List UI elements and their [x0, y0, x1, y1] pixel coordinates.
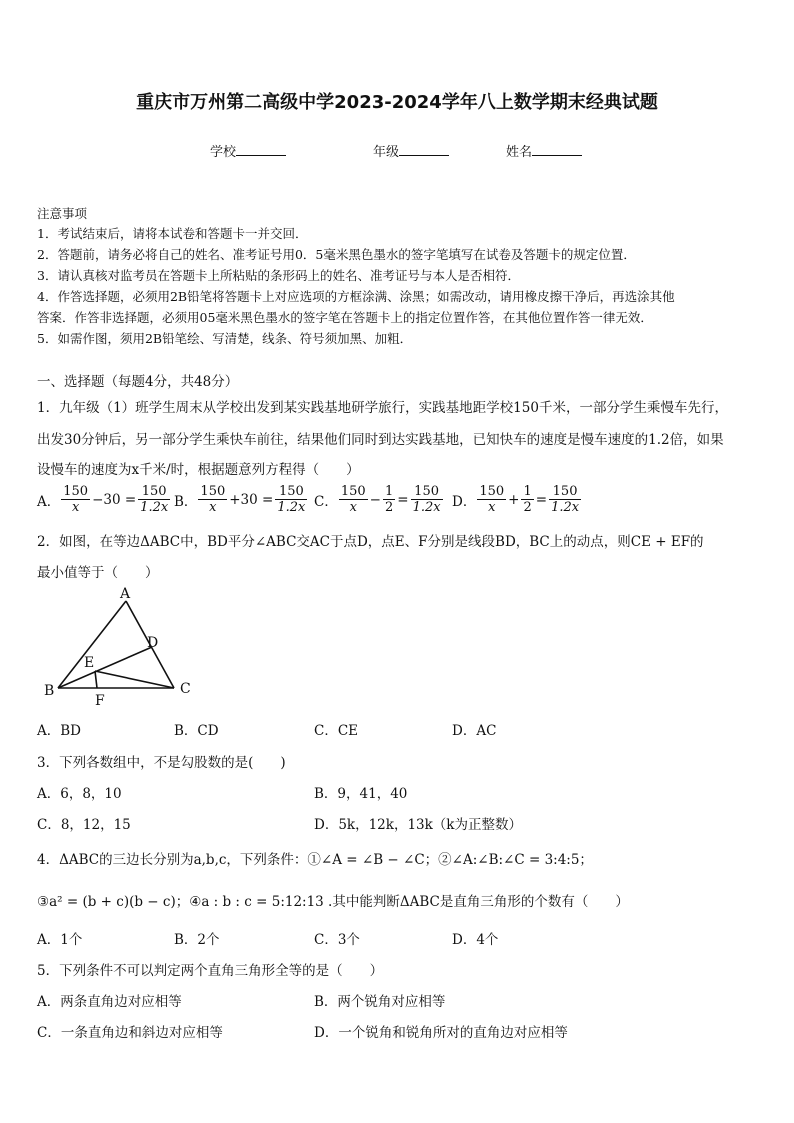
label-f: F — [95, 693, 105, 709]
name-blank[interactable] — [532, 143, 582, 156]
label-e: E — [84, 655, 95, 671]
q1-stem-line1: 1．九年级（1）班学生周末从学校出发到某实践基地研学旅行，实践基地距学校150千米，一部分学生乘慢车先行， — [37, 400, 728, 416]
q1-option-d[interactable]: D． $\frac{150}{x}$ + $\frac{1}{2}$ = $\frac{150}{1.2x}$ — [452, 484, 580, 515]
q4-option-d[interactable]: D．4个 — [452, 932, 499, 948]
q4-option-a[interactable]: A．1个 — [37, 932, 83, 948]
q2-option-a[interactable]: A．BD — [37, 723, 81, 739]
notice-item: 1．考试结束后，请将本试卷和答题卡一并交回． — [37, 226, 308, 241]
q4-stem-line1: 4．ΔABC的三边长分别为a,b,c，下列条件：①∠A = ∠B − ∠C；②∠A:∠B:∠C = 3:4:5； — [37, 852, 593, 868]
name-field: 姓名 — [506, 141, 582, 160]
grade-field: 年级 — [373, 141, 449, 160]
q5-option-d[interactable]: D．一个锐角和锐角所对的直角边对应相等 — [314, 1025, 568, 1041]
q1-option-c[interactable]: C． $\frac{150}{x}$ − $\frac{1}{2}$ = $\frac{150}{1.2x}$ — [314, 484, 441, 515]
q3-stem: 3．下列各数组中，不是勾股数的是( ) — [37, 755, 286, 771]
q4-stem-line2: ③a² = (b + c)(b − c)；④a : b : c = 5:12:13 .其中能判断ΔABC是直角三角形的个数有（ ） — [37, 894, 629, 910]
notice-item: 2．答题前，请务必将自己的姓名、准考证号用0．5毫米黑色墨水的签字笔填写在试卷及答题卡的规定位置． — [37, 247, 636, 262]
q5-option-c[interactable]: C．一条直角边和斜边对应相等 — [37, 1025, 223, 1041]
q3-option-a[interactable]: A．6，8，10 — [37, 786, 122, 802]
page-title: 重庆市万州第二高级中学2023-2024学年八上数学期末经典试题 — [136, 92, 658, 113]
q4-option-c[interactable]: C．3个 — [314, 932, 360, 948]
q1-stem-line3: 设慢车的速度为x千米/时，根据题意列方程得（ ） — [37, 462, 360, 478]
q2-option-c[interactable]: C．CE — [314, 723, 359, 739]
grade-blank[interactable] — [399, 143, 449, 156]
label-a: A — [120, 586, 131, 602]
segment-bd — [58, 647, 152, 688]
label-d: D — [147, 635, 159, 651]
q1-option-a[interactable]: A． $\frac{150}{x}$ −30 = $\frac{150}{1.2x}$ — [37, 484, 169, 515]
notice-item: 答案．作答非选择题，必须用05毫米黑色墨水的签字笔在答题卡上的指定位置作答，在其他位置作答一律无效． — [37, 310, 653, 325]
triangle-figure — [40, 585, 210, 710]
q5-option-a[interactable]: A．两条直角边对应相等 — [37, 994, 182, 1010]
label-c: C — [180, 681, 191, 697]
segment-ef — [95, 671, 97, 688]
notice-item: 3．请认真核对监考员在答题卡上所粘贴的条形码上的姓名、准考证号与本人是否相符． — [37, 268, 520, 283]
q3-option-d[interactable]: D．5k，12k，13k（k为正整数） — [314, 817, 522, 833]
section-heading: 一、选择题（每题4分，共48分） — [37, 374, 239, 390]
school-field: 学校 — [210, 141, 286, 160]
q2-stem-line2: 最小值等于（ ） — [37, 565, 159, 581]
q1-option-b[interactable]: B． $\frac{150}{x}$ +30 = $\frac{150}{1.2x}$ — [174, 484, 306, 515]
label-b: B — [44, 683, 55, 699]
segment-ce — [95, 671, 174, 688]
notice-item: 5．如需作图，须用2B铅笔绘、写清楚，线条、符号须加黑、加粗． — [37, 331, 413, 346]
q5-stem: 5．下列条件不可以判定两个直角三角形全等的是（ ） — [37, 963, 384, 979]
q4-option-b[interactable]: B．2个 — [174, 932, 220, 948]
notice-heading: 注意事项 — [37, 206, 88, 221]
notice-item: 4．作答选择题，必须用2B铅笔将答题卡上对应选项的方框涂满、涂黑；如需改动，请用橡皮擦干净后，再选涂其他 — [37, 289, 675, 304]
q2-option-b[interactable]: B．CD — [174, 723, 219, 739]
q1-stem-line2: 出发30分钟后，另一部分学生乘快车前往，结果他们同时到达实践基地，已知快车的速度是慢车速度的1.2倍，如果 — [37, 432, 724, 448]
q3-option-c[interactable]: C．8，12，15 — [37, 817, 131, 833]
q5-option-b[interactable]: B．两个锐角对应相等 — [314, 994, 446, 1010]
q2-option-d[interactable]: D．AC — [452, 723, 497, 739]
q2-stem-line1: 2．如图，在等边ΔABC中，BD平分∠ABC交AC于点D，点E、F分别是线段BD，BC上的动点，则CE + EF的 — [37, 534, 704, 550]
q3-option-b[interactable]: B．9，41，40 — [314, 786, 408, 802]
school-blank[interactable] — [236, 143, 286, 156]
